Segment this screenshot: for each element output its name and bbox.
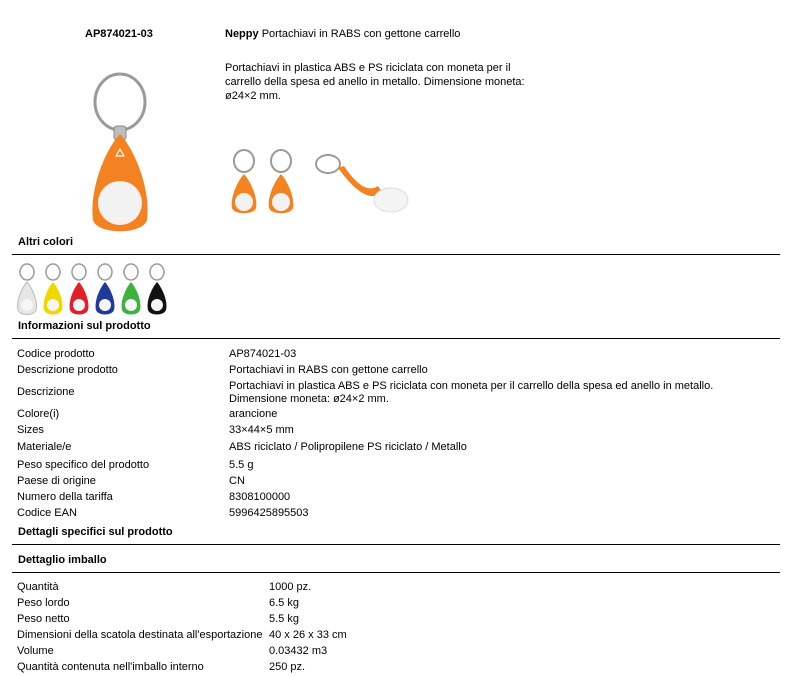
product-code: AP874021-03 [85,28,153,40]
key-ring-icon [95,74,145,130]
gallery-front-image [232,150,257,213]
info-row-value [229,364,769,377]
section-packaging: Dettaglio imballo [18,554,107,566]
packaging-row-value: 0.03432 m3 [269,645,328,657]
info-row-value [229,424,769,437]
info-row-value [229,507,769,520]
info-row-value [229,380,769,406]
packaging-row-value: 250 pz. [269,661,306,673]
info-row-value-line: ABS riciclato / Polipropilene PS riciclato / Metallo [229,441,467,453]
product-name: Neppy [225,28,259,40]
info-row-value-line: Dimensione moneta: ø24×2 mm. [229,393,389,405]
info-row-label: Materiale/e [17,441,72,453]
packaging-row-value: 40 x 26 x 33 cm [269,629,347,641]
main-product-image [75,70,165,235]
divider [12,338,780,339]
info-row-value-line: Portachiavi in RABS con gettone carrello [229,364,428,376]
gallery-back-image [269,150,294,213]
color-variant-thumbnail[interactable] [70,264,89,315]
section-product-info: Informazioni sul prodotto [18,320,151,332]
divider [12,544,780,545]
info-row-value-line: CN [229,475,245,487]
info-row-label: Descrizione prodotto [17,364,118,376]
packaging-row-value: 6.5 kg [269,597,299,609]
product-gallery [228,148,418,216]
packaging-row-label: Peso lordo [17,597,70,609]
product-title [225,28,460,40]
color-variant-thumbnail[interactable] [18,264,37,315]
info-row-value-line: AP874021-03 [229,348,297,360]
packaging-row-label: Quantità contenuta nell'imballo interno [17,661,204,673]
info-row-label: Peso specifico del prodotto [17,459,150,471]
packaging-row-label: Dimensioni della scatola destinata all'esportazione [17,629,263,641]
packaging-row-label: Quantità [17,581,59,593]
info-row-value-line: Portachiavi in plastica ABS e PS riciclata con moneta per il carrello della spesa ed anello in metallo. [229,380,714,392]
gallery-side-image [316,155,408,212]
color-variants [14,262,174,318]
divider [12,572,780,573]
info-row-label: Numero della tariffa [17,491,113,503]
info-row-label: Codice prodotto [17,348,95,360]
info-row-value [229,348,769,361]
info-row-value-line: 5.5 g [229,459,254,471]
color-variant-thumbnail[interactable] [148,264,167,315]
product-description: Portachiavi in plastica ABS e PS riciclata con moneta per il carrello della spesa ed anello in metallo. Dimensione moneta: ø24×2 mm. [225,62,525,102]
divider [12,254,780,255]
packaging-row-value: 1000 pz. [269,581,312,593]
section-other-colors: Altri colori [18,236,74,248]
info-row-label: Descrizione [17,386,75,398]
info-row-label: Codice EAN [17,507,77,519]
packaging-row-value: 5.5 kg [269,613,299,625]
section-specific-details: Dettagli specifici sul prodotto [18,526,173,538]
color-variant-thumbnail[interactable] [122,264,141,315]
info-row-value [229,475,769,488]
info-row-value-line: 8308100000 [229,491,291,503]
info-row-value-line: 33×44×5 mm [229,424,294,436]
packaging-row-label: Peso netto [17,613,70,625]
info-row-label: Sizes [17,424,44,436]
info-row-value-line: arancione [229,408,278,420]
color-variant-thumbnail[interactable] [96,264,115,315]
product-subtitle: Portachiavi in RABS con gettone carrello [261,28,461,40]
info-row-label: Colore(i) [17,408,60,420]
packaging-row-label: Volume [17,645,54,657]
color-variant-thumbnail[interactable] [44,264,63,315]
info-row-value [229,459,769,472]
info-row-value [229,491,769,504]
info-row-value [229,408,769,421]
info-row-value [229,441,769,454]
info-row-label: Paese di origine [17,475,96,487]
info-row-value-line: 5996425895503 [229,507,309,519]
